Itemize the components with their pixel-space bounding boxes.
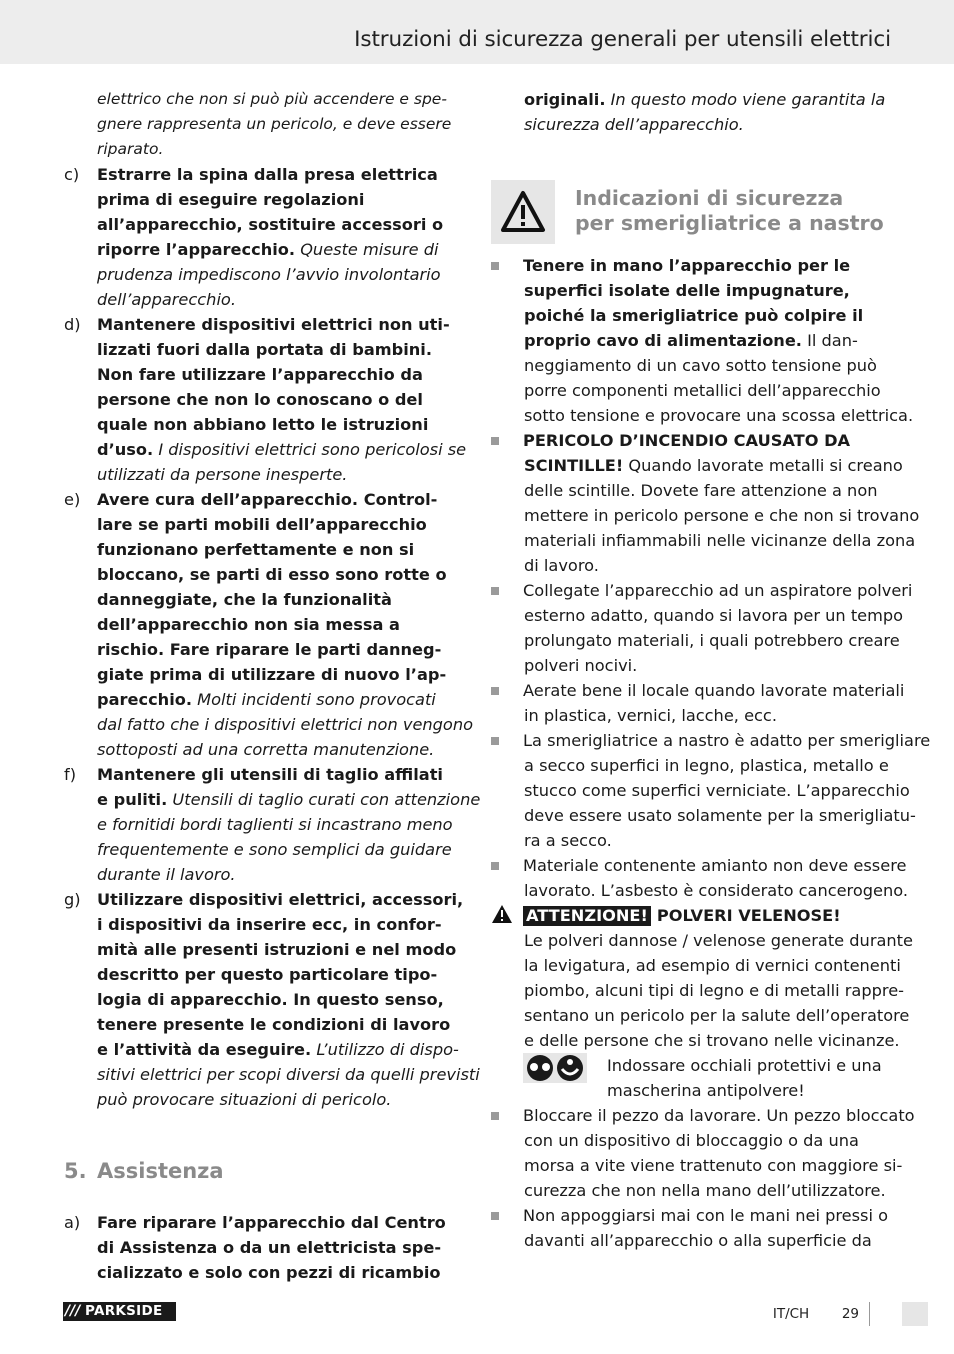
bold-text: Tenere in mano l’apparecchio per le [523, 256, 851, 275]
list-label: c) [64, 165, 80, 184]
list-item-g [64, 887, 480, 1112]
bullet-square-icon [491, 862, 499, 870]
text-line [491, 703, 891, 728]
bullet-square-icon [491, 687, 499, 695]
ppe-line: mascherina antipolvere! [607, 1081, 805, 1100]
text-line [491, 853, 907, 878]
text-line [491, 428, 891, 453]
plain-text: Bloccare il pezzo da lavorare. Un pezzo bloccato [523, 1106, 915, 1125]
bold-text: parecchio. [97, 690, 193, 709]
list-item-e [64, 487, 474, 762]
bold-text: descritto per questo particolare tipo- [97, 965, 438, 984]
plain-text: Aerate bene il locale quando lavorate materiali [523, 681, 905, 700]
text-line [491, 303, 891, 328]
text-line [64, 1260, 464, 1285]
bold-text: Avere cura dell’apparecchio. Control- [97, 490, 438, 509]
text-line [491, 628, 900, 653]
text-line [491, 87, 891, 112]
bold-text: Non fare utilizzare l’apparecchio da [97, 365, 423, 384]
text-line [64, 237, 464, 262]
text-line [491, 803, 916, 828]
text-line [491, 1178, 891, 1203]
italic-text: sicurezza dell’apparecchio. [524, 115, 744, 134]
italic-text: dal fatto che i dispositivi elettrici non vengono [97, 715, 474, 734]
text-line [64, 187, 464, 212]
text-line [64, 162, 464, 187]
bullet-item [491, 678, 905, 728]
bold-text: mità alle presenti istruzioni e nel modo [97, 940, 457, 959]
footer-tab [902, 1302, 928, 1326]
logo-slashes: /// [65, 1303, 81, 1319]
plain-text: Quando lavorate metalli si creano [623, 456, 903, 475]
plain-text: Non appoggiarsi mai con le mani nei pressi o [523, 1206, 889, 1225]
bold-text: cializzato e solo con pezzi di ricambio [97, 1263, 441, 1282]
list-label: g) [64, 890, 81, 909]
attention-headline: POLVERI VELENOSE! [656, 906, 841, 925]
text-line [491, 753, 891, 778]
text-line [491, 353, 891, 378]
plain-text: polveri nocivi. [524, 656, 638, 675]
text-line [491, 328, 891, 353]
text-line [491, 778, 910, 803]
bold-text: quale non abbiano letto le istruzioni [97, 415, 429, 434]
text-line [64, 1037, 464, 1062]
text-line [491, 1153, 903, 1178]
bold-text: PERICOLO D’INCENDIO CAUSATO DA [523, 431, 851, 450]
plain-text: ra a secco. [524, 831, 612, 850]
text-line [64, 337, 464, 362]
bold-text: persone che non lo conoscano o del [97, 390, 423, 409]
bullet-item [491, 1103, 915, 1203]
plain-text: mettere in pericolo persone e che non si trovano [524, 506, 920, 525]
bold-text: Mantenere gli utensili di taglio affilati [97, 765, 443, 784]
bullet-slot [491, 728, 523, 753]
text-line [491, 1203, 891, 1228]
bullet-slot [491, 428, 523, 453]
text-line [64, 312, 464, 337]
plain-text: con un dispositivo di bloccaggio o da una [524, 1131, 859, 1150]
bold-text: Mantenere dispositivi elettrici non uti- [97, 315, 450, 334]
ppe-line: Indossare occhiali protettivi e una [607, 1056, 882, 1075]
text-line [64, 687, 464, 712]
text-line [64, 212, 464, 237]
text-line [64, 612, 464, 637]
text-line [491, 378, 891, 403]
italic-text: frequentemente e sono semplici da guidare [97, 840, 452, 859]
bullet-square-icon [491, 262, 499, 270]
text-line [491, 478, 891, 503]
bold-text: di Assistenza o da un elettricista spe- [97, 1238, 442, 1257]
attention-block [491, 903, 913, 1103]
text-line [491, 453, 903, 478]
bullet-square-icon [491, 1112, 499, 1120]
bold-text: lizzati fuori dalla portata di bambini. [97, 340, 432, 359]
bullet-slot [491, 1203, 523, 1228]
italic-text: sitivi elettrici per scopi diversi da quelli previsti [97, 1065, 480, 1084]
section-item [64, 1210, 464, 1285]
warning-triangle-icon [499, 188, 547, 236]
attention-line: la levigatura, ad esempio di vernici contenenti [524, 956, 901, 975]
italic-text: Queste misure di [295, 240, 439, 259]
bold-text: originali. [524, 90, 606, 109]
attention-heading [491, 903, 891, 928]
text-line [491, 403, 914, 428]
text-line [64, 712, 474, 737]
text-line [64, 1235, 464, 1260]
list-label: f) [64, 765, 77, 784]
text-line [64, 537, 464, 562]
intro-line: gnere rappresenta un pericolo, e deve essere [97, 115, 452, 133]
italic-text: utilizzati da persone inesperte. [97, 465, 348, 484]
plain-text: prolungato materiali, i quali potrebbero creare [524, 631, 900, 650]
text-line [491, 1103, 915, 1128]
text-line [491, 1128, 891, 1153]
bold-text: superfici isolate delle impugnature, [524, 281, 850, 300]
bullet-item [491, 428, 920, 578]
plain-text: sotto tensione e provocare una scossa elettrica. [524, 406, 914, 425]
plain-text: Il dan- [801, 331, 858, 350]
plain-text: porre componenti metallici dell’apparecchio [524, 381, 881, 400]
bullet-slot [491, 678, 523, 703]
text-line [491, 528, 916, 553]
warning-title-line: per smerigliatrice a nastro [575, 211, 884, 235]
italic-text: può provocare situazioni di pericolo. [97, 1090, 392, 1109]
text-line [491, 278, 891, 303]
bold-text: giate prima di utilizzare di nuovo l’ap- [97, 665, 447, 684]
text-line [64, 1062, 480, 1087]
bold-text: Fare riparare l’apparecchio dal Centro [97, 1213, 446, 1232]
bold-text: all’apparecchio, sostituire accessori o [97, 215, 444, 234]
bullet-item [491, 253, 914, 428]
section-title-text: Assistenza [97, 1159, 224, 1183]
bullet-slot [491, 1103, 523, 1128]
text-line [64, 262, 464, 287]
bold-text: rischio. Fare riparare le parti danneg- [97, 640, 442, 659]
text-line [64, 512, 464, 537]
warning-box [491, 180, 555, 244]
ppe-row [491, 1053, 891, 1103]
plain-text: neggiamento di un cavo sotto tensione può [524, 356, 877, 375]
bullet-square-icon [491, 1212, 499, 1220]
footer-locale: IT/CH [772, 1306, 810, 1322]
plain-text: di lavoro. [524, 556, 599, 575]
text-line [491, 1228, 891, 1253]
plain-text: Collegate l’apparecchio ad un aspiratore polveri [523, 581, 913, 600]
text-line [64, 887, 464, 912]
text-line [64, 437, 467, 462]
text-line [64, 462, 464, 487]
italic-text: durante il lavoro. [97, 865, 236, 884]
attention-line: sentano un pericolo per la salute dell’operatore [524, 1006, 910, 1025]
italic-text: prudenza impediscono l’avvio involontario [97, 265, 441, 284]
logo-brand: PARKSIDE [85, 1303, 163, 1319]
bold-text: lare se parti mobili dell’apparecchio [97, 515, 427, 534]
plain-text: curezza che non nella mano dell’utilizzatore. [524, 1181, 886, 1200]
bold-text: poiché la smerigliatrice può colpire il [524, 306, 864, 325]
bold-text: funzionano perfettamente e non si [97, 540, 415, 559]
parkside-logo [63, 1302, 176, 1321]
warning-heading [491, 180, 891, 246]
list-label: d) [64, 315, 81, 334]
footer-page-info [773, 1306, 859, 1322]
page-header [0, 0, 954, 64]
plain-text: stucco come superfici verniciate. L’apparecchio [524, 781, 910, 800]
bullet-slot [491, 578, 523, 603]
left-column [64, 87, 481, 1285]
text-line [64, 762, 464, 787]
text-line [64, 562, 464, 587]
section-heading [64, 1159, 464, 1184]
bold-text: logia di apparecchio. In questo senso, [97, 990, 444, 1009]
text-line [64, 637, 464, 662]
bold-text: proprio cavo di alimentazione. [524, 331, 802, 350]
text-line [64, 1210, 464, 1235]
plain-text: esterno adatto, quando si lavora per un tempo [524, 606, 904, 625]
plain-text: a secco superfici in legno, plastica, metallo e [524, 756, 889, 775]
italic-text: Molti incidenti sono provocati [192, 690, 436, 709]
bold-text: i dispositivi da inserire ecc, in confor- [97, 915, 442, 934]
attention-line: Le polveri dannose / velenose generate durante [524, 931, 913, 950]
plain-text: La smerigliatrice a nastro è adatto per smerigliare [523, 731, 931, 750]
text-line [64, 587, 464, 612]
bullet-item [491, 853, 909, 903]
plain-text: Materiale contenente amianto non deve essere [523, 856, 907, 875]
text-line [64, 812, 464, 837]
plain-text: morsa a vite viene trattenuto con maggiore si- [524, 1156, 903, 1175]
right-column [491, 87, 931, 1253]
text-line [64, 937, 464, 962]
bold-text: danneggiate, che la funzionalità [97, 590, 392, 609]
text-line [64, 787, 481, 812]
bullet-list-2 [491, 1103, 915, 1253]
bullet-slot [491, 253, 523, 278]
text-line [491, 553, 891, 578]
attention-line: piombo, alcuni tipi di legno e di metalli rappre- [524, 981, 904, 1000]
list-label: e) [64, 490, 81, 509]
attention-line: e delle persone che si trovano nelle vicinanze. [524, 1031, 900, 1050]
text-line [491, 503, 920, 528]
italic-text: Utensili di taglio curati con attenzione [167, 790, 481, 809]
italic-text: sottoposti ad una corretta manutenzione. [97, 740, 435, 759]
list-item-c [64, 162, 464, 312]
warning-triangle-small-icon [491, 904, 519, 931]
plain-text: materiali infiammabili nelle vicinanze della zona [524, 531, 916, 550]
bullet-square-icon [491, 737, 499, 745]
text-line [491, 112, 891, 137]
bold-text: riporre l’apparecchio. [97, 240, 296, 259]
text-line [491, 603, 904, 628]
page-title: Istruzioni di sicurezza generali per utensili elettrici [354, 27, 891, 52]
warning-title-line: Indicazioni di sicurezza [575, 186, 844, 210]
bold-text: Estrarre la spina dalla presa elettrica [97, 165, 438, 184]
text-line [491, 828, 891, 853]
bold-text: prima di eseguire regolazioni [97, 190, 365, 209]
goggles-mask-icon [523, 1051, 587, 1085]
bold-text: dell’apparecchio non sia messa a [97, 615, 400, 634]
text-line [64, 412, 464, 437]
text-line [491, 678, 905, 703]
italic-text: I dispositivi elettrici sono pericolosi se [153, 440, 467, 459]
text-line [64, 987, 464, 1012]
bullet-item [491, 1203, 891, 1253]
text-line [491, 653, 891, 678]
text-line [64, 287, 464, 312]
bullet-item [491, 578, 913, 678]
intro-line: riparato. [97, 140, 164, 158]
bold-text: bloccano, se parti di esso sono rotte o [97, 565, 447, 584]
list-item-d [64, 312, 467, 487]
text-line [64, 962, 464, 987]
bullet-square-icon [491, 587, 499, 595]
text-line [491, 878, 909, 903]
list-label: a) [64, 1213, 81, 1232]
text-line [491, 253, 891, 278]
text-line [64, 912, 464, 937]
intro-line: elettrico che non si può più accendere e spe- [97, 90, 447, 108]
text-line [64, 362, 464, 387]
italic-text: e fornitidi bordi taglienti si incastrano meno [97, 815, 453, 834]
bold-text: tenere presente le condizioni di lavoro [97, 1015, 451, 1034]
plain-text: davanti all’apparecchio o alla superficie da [524, 1231, 872, 1250]
plain-text: in plastica, vernici, lacche, ecc. [524, 706, 777, 725]
text-line [491, 578, 913, 603]
text-line [64, 1012, 464, 1037]
text-line [64, 487, 464, 512]
list-item-f [64, 762, 481, 887]
plain-text: delle scintille. Dovete fare attenzione a non [524, 481, 878, 500]
bold-text: SCINTILLE! [524, 456, 624, 475]
section-number: 5. [64, 1159, 87, 1183]
text-line [64, 837, 464, 862]
plain-text: deve essere usato solamente per la smerigliatu- [524, 806, 916, 825]
text-line [64, 1087, 464, 1112]
text-line [64, 662, 464, 687]
attention-badge: ATTENZIONE! [523, 906, 651, 926]
warning-title [575, 186, 884, 236]
bold-text: e l’attività da eseguire. [97, 1040, 312, 1059]
footer-divider [869, 1302, 870, 1326]
text-line [64, 387, 464, 412]
text-line [64, 862, 464, 887]
bullet-square-icon [491, 437, 499, 445]
bullet-list [491, 253, 931, 903]
bullet-slot [491, 853, 523, 878]
text-line [64, 737, 464, 762]
italic-text: L’utilizzo di dispo- [311, 1040, 459, 1059]
bold-text: d’uso. [97, 440, 154, 459]
bold-text: e puliti. [97, 790, 168, 809]
bullet-item [491, 728, 931, 853]
italic-text: In questo modo viene garantita la [605, 90, 886, 109]
page-number: 29 [841, 1306, 859, 1322]
plain-text: lavorato. L’asbesto è considerato cancerogeno. [524, 881, 909, 900]
bold-text: Utilizzare dispositivi elettrici, accessori, [97, 890, 464, 909]
italic-text: dell’apparecchio. [97, 290, 236, 309]
text-line [491, 728, 931, 753]
